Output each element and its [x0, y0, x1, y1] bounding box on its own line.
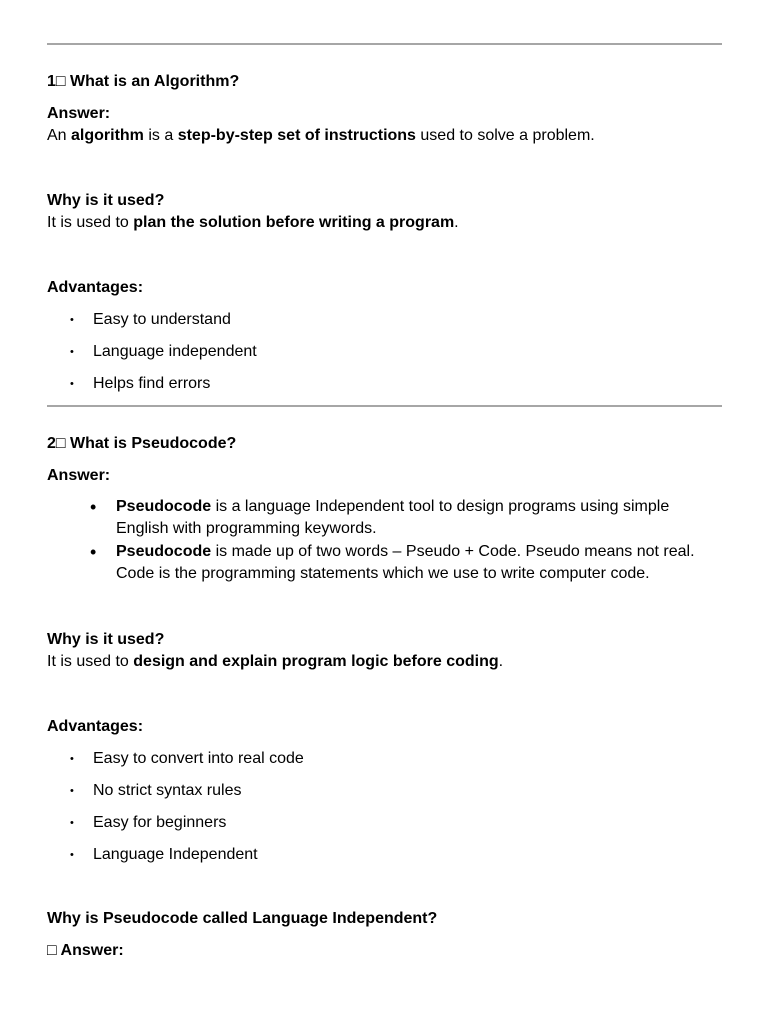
list-item: Pseudocode is made up of two words – Pseudo + Code. Pseudo means not real. Code is the programming statements which we use to write computer code.	[116, 543, 695, 582]
list-item: Easy to convert into real code	[93, 750, 304, 767]
q1-title: What is an Algorithm?	[70, 73, 240, 90]
list-item: Easy for beginners	[93, 814, 227, 831]
q2-why-text: It is used to design and explain program logic before coding.	[47, 653, 504, 670]
bullet-icon: •	[70, 314, 74, 326]
bullet-icon: •	[70, 849, 74, 861]
q1-number: 1	[47, 73, 56, 90]
bullet-icon: •	[70, 346, 74, 358]
check-marker-icon: □	[47, 942, 57, 959]
list-item: Easy to understand	[93, 311, 231, 328]
q1-why-label: Why is it used?	[47, 192, 165, 209]
q1-advantages-label: Advantages:	[47, 279, 144, 296]
q2-why-label: Why is it used?	[47, 631, 165, 648]
q1-why-text: It is used to plan the solution before writing a program.	[47, 214, 459, 231]
bullet-icon: •	[70, 817, 74, 829]
q3-answer-label: □ Answer:	[47, 942, 124, 959]
q1-heading	[47, 72, 239, 92]
top-divider	[47, 43, 722, 45]
q2-advantages-label: Advantages:	[47, 718, 144, 735]
list-item: Language Independent	[93, 846, 258, 863]
list-item: No strict syntax rules	[93, 782, 242, 799]
list-item: Helps find errors	[93, 375, 211, 392]
keycap-marker-icon: □	[55, 73, 66, 90]
keycap-marker-icon: □	[55, 435, 66, 452]
q2-number: 2	[47, 435, 56, 452]
bullet-icon: •	[70, 753, 74, 765]
q2-heading	[47, 434, 236, 454]
q1-definition: An algorithm is a step-by-step set of instructions used to solve a problem.	[47, 127, 595, 144]
list-item: Pseudocode is a language Independent tool to design programs using simple English with programming keywords.	[116, 498, 670, 537]
bullet-icon: •	[90, 497, 97, 517]
q2-title: What is Pseudocode?	[70, 435, 237, 452]
q3-heading: Why is Pseudocode called Language Independent?	[47, 910, 438, 927]
bullet-icon: •	[70, 785, 74, 797]
bullet-icon: •	[70, 378, 74, 390]
section-divider	[47, 405, 722, 407]
list-item: Language independent	[93, 343, 257, 360]
q1-answer-label: Answer:	[47, 105, 111, 122]
bullet-icon: •	[90, 542, 97, 562]
q2-answer-label: Answer:	[47, 467, 111, 484]
